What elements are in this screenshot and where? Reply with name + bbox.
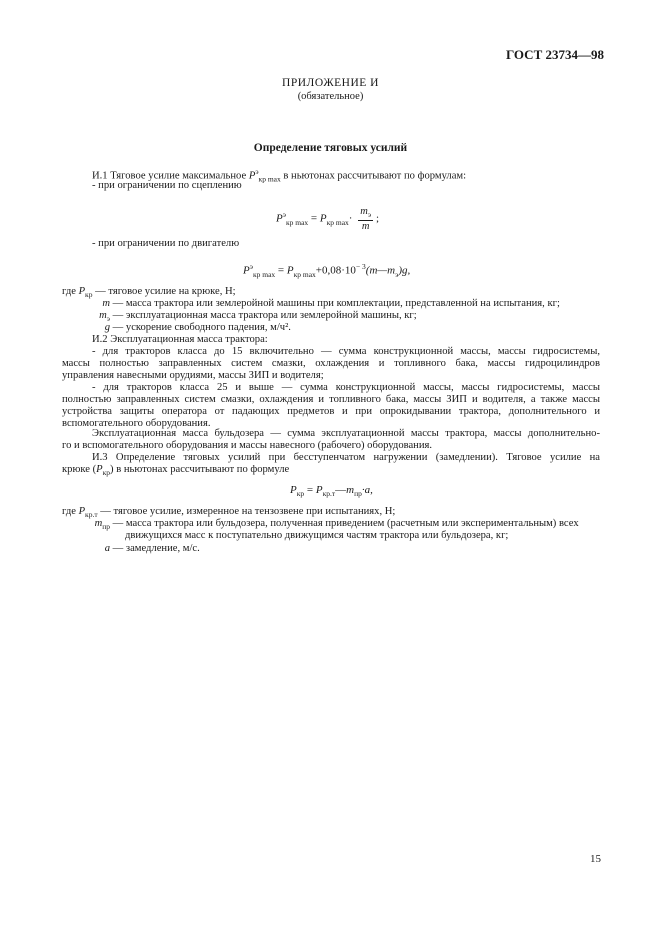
definition-g: g — ускорение свободного падения, м/ч². [104, 322, 291, 333]
paragraph-i3-line1: И.3 Определение тяговых усилий при бесступенчатом нагружении (замедлении). Тяговое усилие на [92, 452, 600, 463]
definition-p-kr-t: где $P_{кр.т}$ — тяговое усилие, измеренное на тензозвене при испытаниях, Н; [62, 506, 396, 520]
definition-m-pr-cont: движущихся масс к поступательно движущимся частям трактора или бульдозера, кг; [125, 530, 509, 541]
definition-p-kr: где $P_{кр}$ — тяговое усилие на крюке, Н; [62, 286, 236, 300]
appendix-title: ПРИЛОЖЕНИЕ И [282, 77, 379, 89]
formula-traction-limit: $P^э_{кр max} = P_{кр max}\cdot$ $\frac{m_э}{m}$ ; [276, 206, 380, 233]
paragraph-i2-a2: массы полностью заправленных систем смазки, охлаждения и топливного бака, массы гидроцилиндров [62, 358, 600, 369]
paragraph-i2-b2: полностью заправленных систем смазки, охлаждения и топливного бака, массы ЗИП и водителя, а также массы [62, 394, 600, 405]
definition-m-pr: $m_{пр}$ — масса трактора или бульдозера, полученная приведением (расчетным или экспериментальным) всех [94, 518, 579, 532]
paragraph-i2-c1: Эксплуатационная масса бульдозера — сумма эксплуатационной массы трактора, массы дополнительно- [92, 428, 600, 439]
formula-hook-force: $P_{кр}$ = $P_{кр.т}—m_{пр}\cdot a$, [290, 484, 373, 499]
formula-engine-limit: $P^э_{кр max}$ = $P_{кр max}+0,08\cdot 10^{- 3}(m—m_э)g$, [243, 262, 411, 279]
fraction: $\frac{m_э}{m}$ [360, 206, 372, 233]
definition-a: a — замедление, м/с. [104, 543, 200, 554]
page-number: 15 [590, 853, 601, 865]
definition-m: m — масса трактора или землеройной машины при комплектации, представленной на испытания, кг; [102, 298, 560, 309]
case-engine-limit: - при ограничении по двигателю [92, 238, 240, 249]
paragraph-i2-a1: - для тракторов класса до 15 включительно — сумма конструкционной массы, массы гидросистемы, [92, 346, 600, 357]
paragraph-i1-intro: И.1 Тяговое усилие максимальное $P^э_{кр max}$ в ньютонах рассчитывают по формулам: [92, 167, 467, 184]
paragraph-i2-b3: устройства защиты оператора от падающих предметов и при опрокидывании трактора, дополнительного и [62, 406, 600, 417]
paragraph-i2-b1: - для тракторов класса 25 и выше — сумма конструкционной массы, массы гидросистемы, массы [92, 382, 600, 393]
paragraph-i2-a3: управления навесными орудиями, массы ЗИП и водителя; [62, 370, 324, 381]
section-title: Определение тяговых усилий [253, 142, 408, 154]
case-traction-limit: - при ограничении по сцеплению [92, 180, 242, 191]
paragraph-i2-b4: вспомогательного оборудования. [62, 418, 211, 429]
appendix-subtitle: (обязательное) [297, 91, 364, 102]
document-id: ГОСТ 23734—98 [505, 47, 604, 62]
definition-m-e: $m_э$ — эксплуатационная масса трактора или землеройной машины, кг; [99, 310, 417, 324]
paragraph-i2-c2: го и вспомогательного оборудования и массы навесного (рабочего) оборудования. [62, 440, 433, 451]
paragraph-i2-title: И.2 Эксплуатационная масса трактора: [92, 334, 268, 345]
paragraph-i3-line2: крюке $(P_{кр})$ в ньютонах рассчитывают по формуле [62, 464, 290, 478]
